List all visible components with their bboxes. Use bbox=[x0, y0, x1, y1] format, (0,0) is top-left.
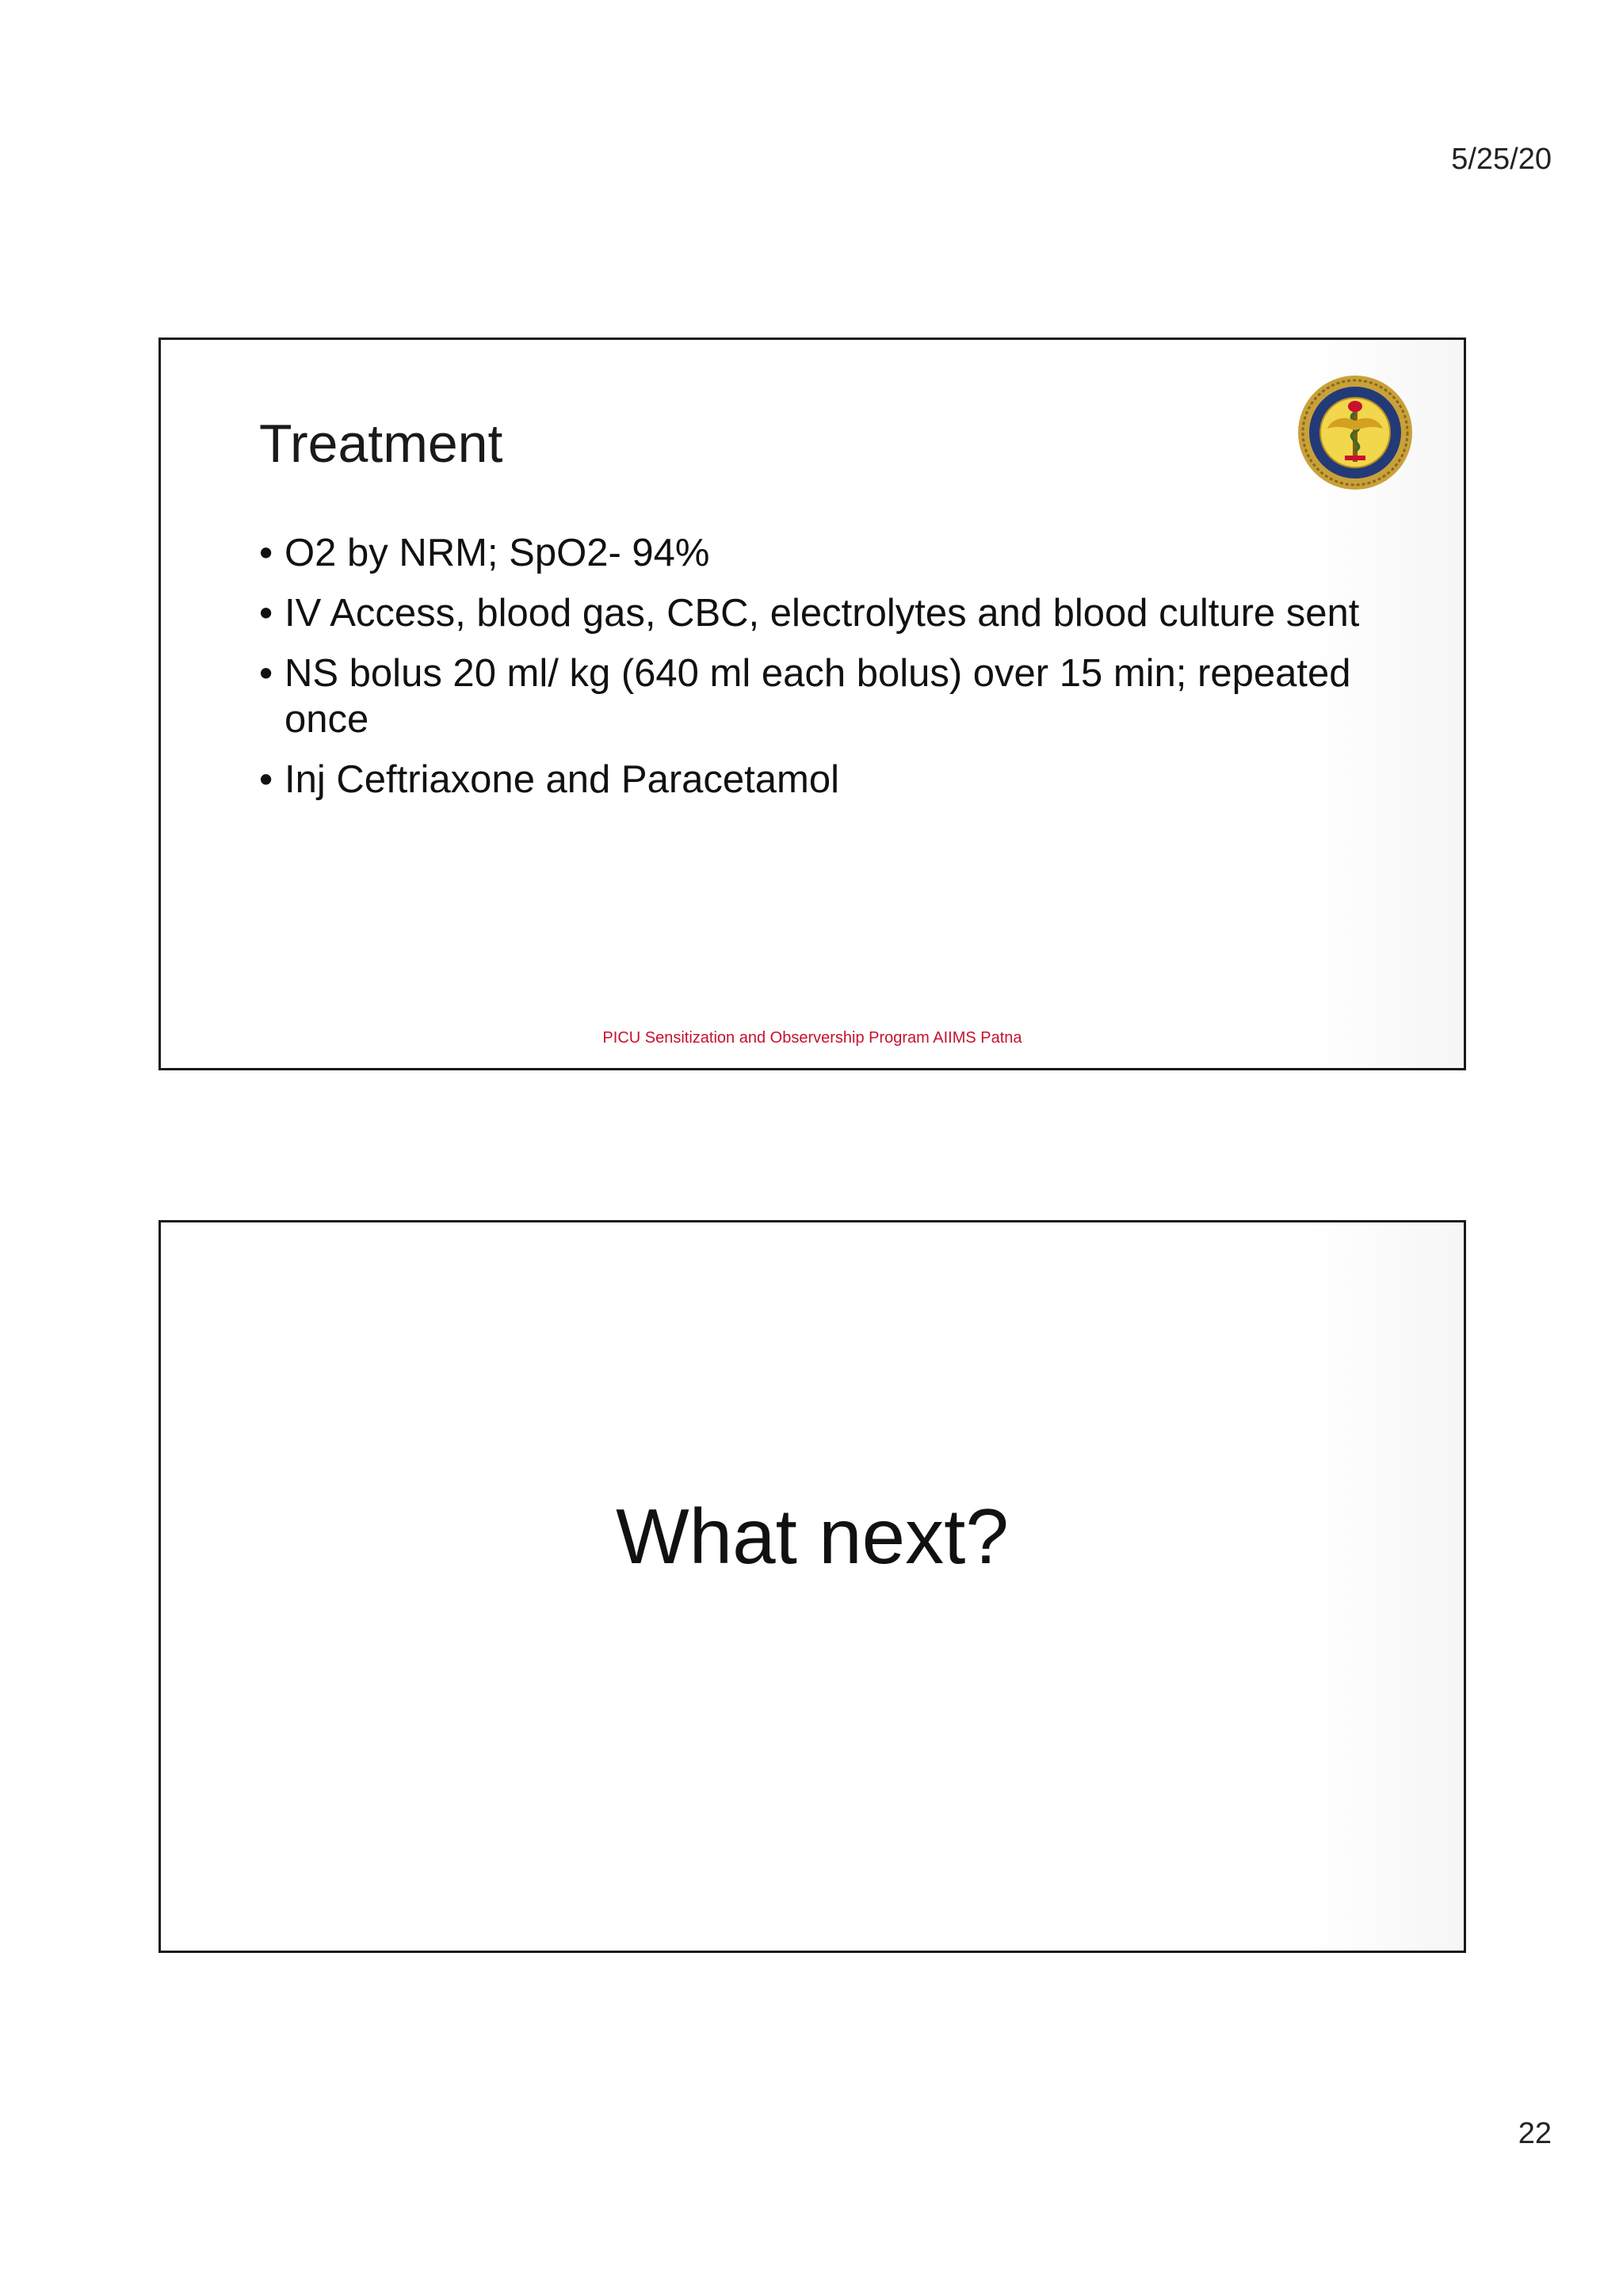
slide-treatment bbox=[158, 338, 1466, 1070]
page-date: 5/25/20 bbox=[1451, 143, 1552, 176]
slide-footer: PICU Sensitization and Observership Program AIIMS Patna bbox=[602, 1029, 1022, 1047]
aiims-emblem-icon bbox=[1296, 373, 1415, 492]
bullet-text: Inj Ceftriaxone and Paracetamol bbox=[285, 758, 839, 801]
list-item: • NS bolus 20 ml/ kg (640 ml each bolus) over 15 min; repeated once bbox=[259, 652, 1351, 741]
slide-title: Treatment bbox=[259, 414, 503, 474]
list-item: • O2 by NRM; SpO2- 94% bbox=[259, 532, 710, 574]
treatment-bullet-list bbox=[259, 530, 1400, 817]
bullet-text: O2 by NRM; SpO2- 94% bbox=[285, 532, 710, 574]
bullet-text: IV Access, blood gas, CBC, electrolytes and blood culture sent bbox=[285, 592, 1360, 635]
list-item: • Inj Ceftriaxone and Paracetamol bbox=[259, 758, 839, 801]
slide-what-next bbox=[158, 1220, 1466, 1953]
slide-title: What next? bbox=[616, 1493, 1009, 1580]
page-number: 22 bbox=[1518, 2117, 1552, 2150]
list-item: • IV Access, blood gas, CBC, electrolytes and blood culture sent bbox=[259, 592, 1360, 635]
bullet-text: NS bolus 20 ml/ kg (640 ml each bolus) over 15 min; repeated once bbox=[285, 652, 1351, 741]
